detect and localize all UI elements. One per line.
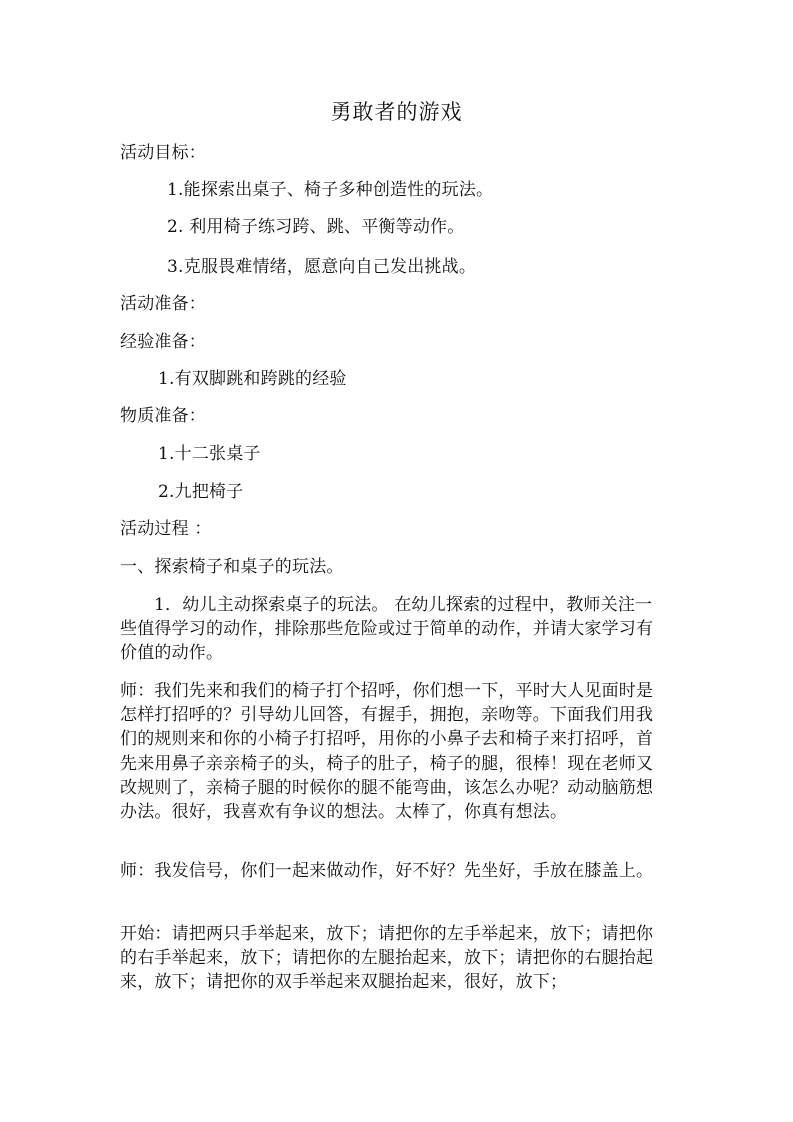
paragraph: 师：我们先来和我们的椅子打个招呼，你们想一下，平时大人见面时是怎样打招呼的？引导幼儿回答，有握手，拥抱，亲吻等。下面我们用我们的规则来和你的小椅子打招呼，用你的小鼻子去和椅子来打招呼，首先来用鼻子亲亲椅子的头，椅子的肚子，椅子的腿，很棒！现在老师又改规则了，亲椅子腿的时候你的腿不能弯曲，该怎么办呢？动动脑筋想办法。很好，我喜欢有争议的想法。太棒了，你真有想法。 xyxy=(120,681,654,823)
paragraph: 师：我发信号，你们一起来做动作，好不好？先坐好，手放在膝盖上。 xyxy=(120,861,654,881)
section-heading: 一、探索椅子和桌子的玩法。 xyxy=(120,557,344,577)
paragraph: 1．幼儿主动探索桌子的玩法。 在幼儿探索的过程中，教师关注一些值得学习的动作，排除那些危险或过于简单的动作，并请大家学习有价值的动作。 xyxy=(120,595,654,664)
experience-item: 1.有双脚跳和跨跳的经验 xyxy=(158,369,347,389)
material-item: 1.十二张桌子 xyxy=(158,444,261,464)
goal-item: 3.克服畏难情绪，愿意向自己发出挑战。 xyxy=(167,257,477,277)
goal-item: 1.能探索出桌子、椅子多种创造性的玩法。 xyxy=(167,180,494,200)
goals-heading: 活动目标： xyxy=(120,143,206,163)
process-heading: 活动过程 ： xyxy=(120,519,212,539)
prep-heading: 活动准备： xyxy=(120,294,206,314)
goal-item: 2. 利用椅子练习跨、跳、平衡等动作。 xyxy=(167,217,465,237)
document-title: 勇敢者的游戏 xyxy=(330,100,463,124)
paragraph: 开始：请把两只手举起来，放下；请把你的左手举起来，放下；请把你的右手举起来，放下；请把你的左腿抬起来，放下；请把你的右腿抬起来，放下；请把你的双手举起来双腿抬起来，很好，放下； xyxy=(120,924,654,993)
experience-heading: 经验准备： xyxy=(120,332,206,352)
material-item: 2.九把椅子 xyxy=(158,482,244,502)
material-heading: 物质准备： xyxy=(120,406,206,426)
